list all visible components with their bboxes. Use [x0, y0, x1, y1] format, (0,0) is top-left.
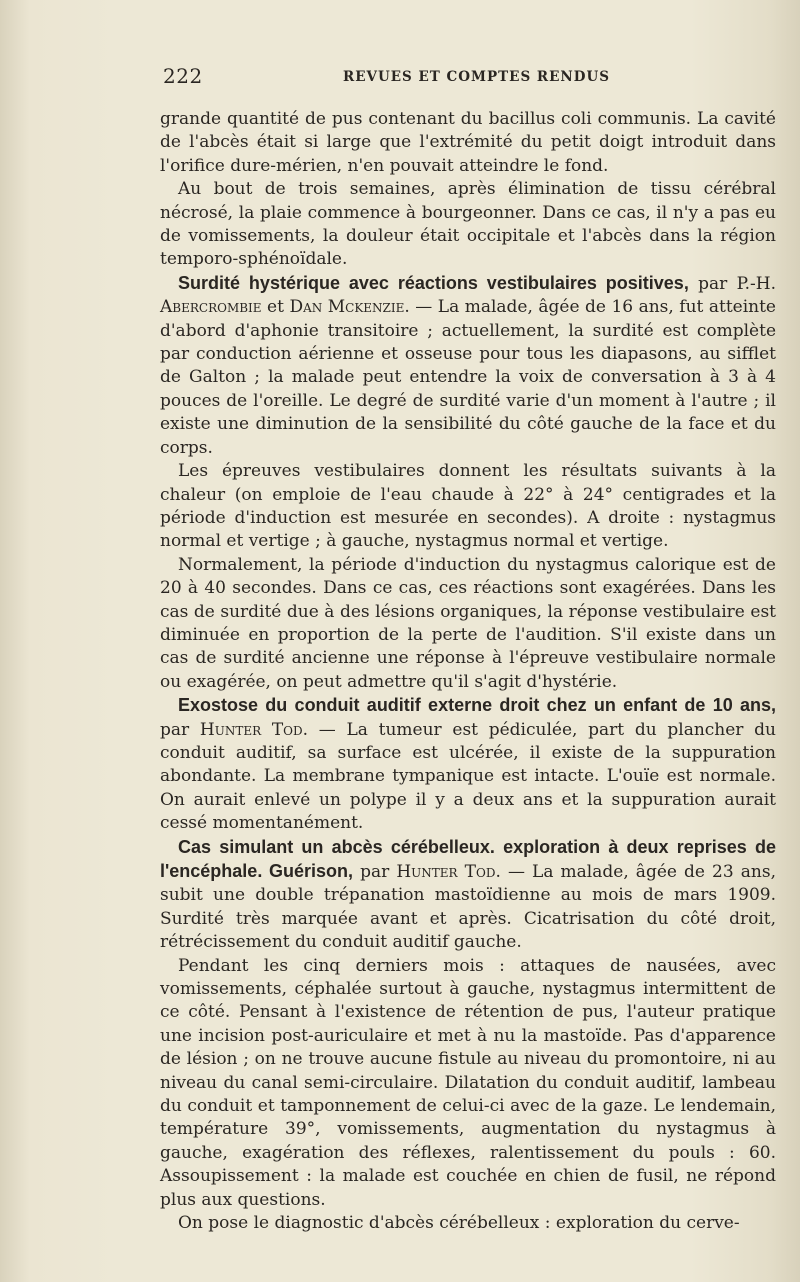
section-by: par	[160, 719, 200, 740]
section-text: . — La tumeur est pédiculée, part du plancher du conduit auditif, sa surface est ulcérée, il existe de la suppuration abondante. La membrane tympanique est intacte. L'ouïe est normale. On aurait enlevé un polype il y a deux ans et la suppuration aurait cessé momentanément.	[160, 719, 776, 834]
section-title: Surdité hystérique avec réactions vestibulaires positives,	[178, 272, 689, 293]
author-name: Hunter Tod	[396, 862, 496, 882]
body-text	[160, 108, 776, 1236]
page-number: 222	[163, 64, 203, 88]
author-name: Hunter Tod	[199, 719, 303, 740]
paragraph: Les épreuves vestibulaires donnent les résultats suivants à la chaleur (on emploie de l'eau chaude à 22° à 24° centigrades et la période d'induction est mesurée en secondes). A droite : nystagmus normal et vertige ; à gauche, nystagmus normal et vertige.	[160, 461, 776, 552]
section-exostose	[160, 694, 776, 835]
author-name: P.-H. Abercrombie	[160, 273, 777, 318]
section-surdite-hysterique	[160, 272, 776, 460]
section-text: . — La malade, âgée de 23 ans, subit une double trépanation mastoïdienne au mois de mars 1909. Surdité très marquée avant et après. Cicatrisation du côté droit, rétrécissement du conduit auditif gauche.	[160, 862, 776, 953]
section-text: . — La malade, âgée de 16 ans, fut atteinte d'abord d'aphonie transitoire ; actuellement, la surdité est complète par conduction aérienne et osseuse pour tous les diapasons, au sifflet de Galton ; la malade peut entendre la voix de conversation à 3 à 4 pouces de l'oreille. Le degré de surdité varie d'un moment à l'autre ; il existe une diminution de la sensibilité du côté gauche de la face et du corps.	[160, 297, 776, 458]
page-header	[163, 64, 778, 94]
paragraph: Pendant les cinq derniers mois : attaques de nausées, avec vomissements, céphalée surtout à gauche, nystagmus intermittent de ce côté. Pensant à l'existence de rétention de pus, l'auteur pratique une incision post-auriculaire et met à nu la mastoïde. Pas d'apparence de lésion ; on ne trouve aucune fistule au niveau du promontoire, ni au niveau du canal semi-circulaire. Dilatation du conduit auditif, lambeau du conduit et tamponnement de celui-ci avec de la gaze. Le lendemain, température 39°, vomissements, augmentation du nystagmus à gauche, exagération des réflexes, ralentissement du pouls : 60. Assoupissement : la malade est couchée en chien de fusil, ne répond plus aux questions.	[160, 955, 776, 1210]
section-and: et	[261, 297, 290, 318]
section-by: par	[353, 862, 397, 882]
paragraph: Normalement, la période d'induction du nystagmus calorique est de 20 à 40 secondes. Dans ce cas, ces réactions sont exagérées. Dans les cas de surdité due à des lésions organiques, la réponse vestibulaire est diminuée en proportion de la perte de l'audition. S'il existe dans un cas de surdité ancienne une réponse à l'épreuve vestibulaire normale ou exagérée, on peut admettre qu'il s'agit d'hystérie.	[160, 554, 776, 692]
section-title: Exostose du conduit auditif externe droit chez un enfant de 10 ans,	[178, 695, 776, 716]
running-title: REVUES ET COMPTES RENDUS	[343, 69, 610, 85]
section-by: par	[688, 273, 737, 294]
section-abces-cerebelleux	[160, 836, 776, 955]
author-name: Dan Mckenzie	[289, 297, 405, 318]
paragraph: On pose le diagnostic d'abcès cérébelleux : exploration du cerve-	[178, 1213, 740, 1234]
paragraph: grande quantité de pus contenant du bacillus coli communis. La cavité de l'abcès était si large que l'extrémité du petit doigt introduit dans l'orifice dure-mérien, n'en pouvait atteindre le fond.	[160, 109, 776, 176]
section-title: Cas simulant un abcès cérébelleux. exploration à deux reprises de l'encéphale. Guérison,	[160, 836, 776, 881]
paragraph: Au bout de trois semaines, après élimination de tissu cérébral nécrosé, la plaie commence à bourgeonner. Dans ce cas, il n'y a pas eu de vomissements, la douleur était occipitale et l'abcès dans la région temporo-sphénoïdale.	[160, 179, 776, 270]
